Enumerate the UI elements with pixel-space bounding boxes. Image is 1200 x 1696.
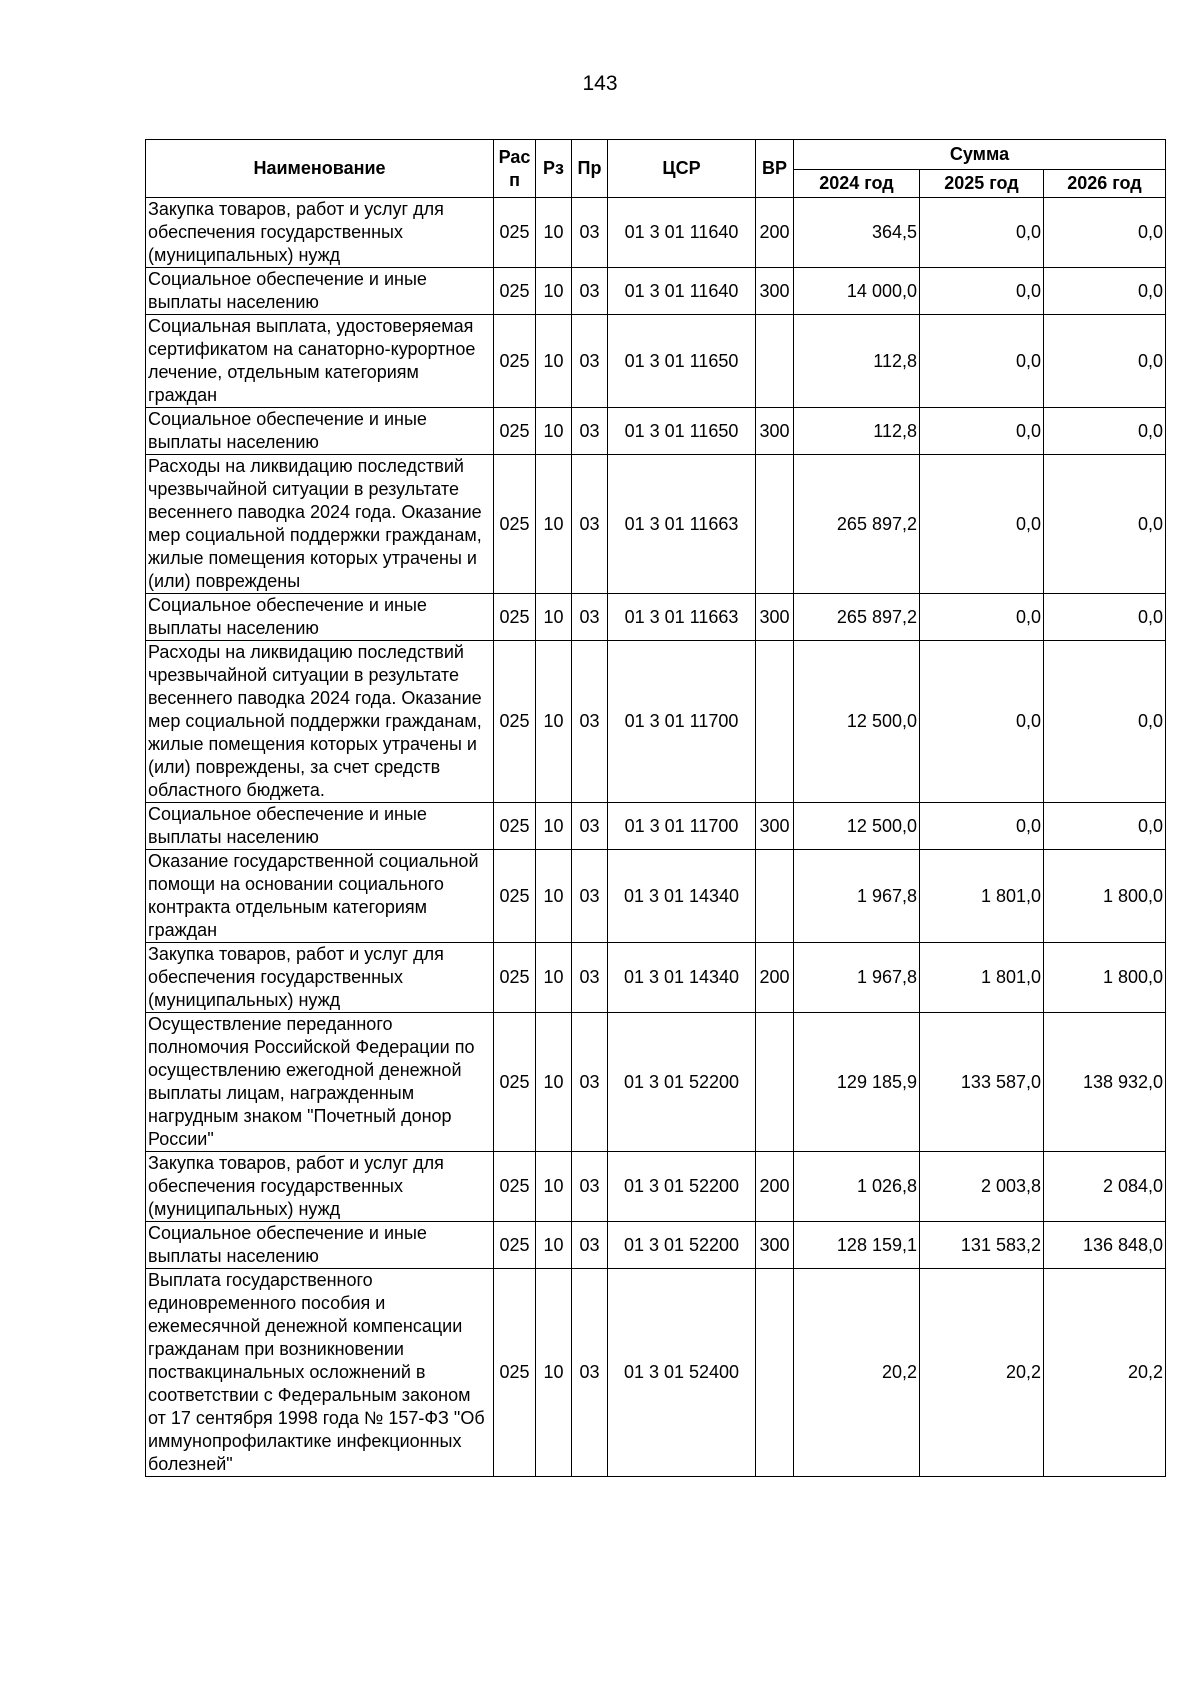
row-name: Расходы на ликвидацию последствий чрезвычайной ситуации в результате весеннего паводка 2024 года. Оказание мер социальной поддержки гражданам, жилые помещения которых утрачены и (или) повреждены, за счет средств областного бюджета. bbox=[146, 641, 494, 803]
row-vr bbox=[756, 1269, 794, 1477]
row-vr bbox=[756, 315, 794, 408]
row-csr: 01 3 01 52400 bbox=[608, 1269, 756, 1477]
row-rasp: 025 bbox=[494, 594, 536, 641]
row-pr: 03 bbox=[572, 850, 608, 943]
row-sum-2026: 0,0 bbox=[1044, 315, 1166, 408]
row-vr: 200 bbox=[756, 1152, 794, 1222]
row-pr: 03 bbox=[572, 268, 608, 315]
row-name: Осуществление переданного полномочия Российской Федерации по осуществлению ежегодной денежной выплаты лицам, награжденным нагрудным знаком "Почетный донор России" bbox=[146, 1013, 494, 1152]
row-sum-2025: 0,0 bbox=[920, 408, 1044, 455]
table-header bbox=[146, 140, 1166, 198]
row-sum-2026: 0,0 bbox=[1044, 594, 1166, 641]
row-pr: 03 bbox=[572, 943, 608, 1013]
row-rasp: 025 bbox=[494, 1152, 536, 1222]
row-rz: 10 bbox=[536, 803, 572, 850]
row-sum-2025: 0,0 bbox=[920, 315, 1044, 408]
row-vr: 300 bbox=[756, 594, 794, 641]
row-name: Социальное обеспечение и иные выплаты населению bbox=[146, 803, 494, 850]
table-row bbox=[146, 455, 1166, 594]
row-vr: 300 bbox=[756, 1222, 794, 1269]
header-rasp: Рас п bbox=[494, 140, 536, 198]
row-sum-2026: 0,0 bbox=[1044, 455, 1166, 594]
row-sum-2025: 1 801,0 bbox=[920, 850, 1044, 943]
row-csr: 01 3 01 11650 bbox=[608, 408, 756, 455]
header-2026: 2026 год bbox=[1044, 170, 1166, 198]
row-sum-2025: 0,0 bbox=[920, 198, 1044, 268]
row-csr: 01 3 01 11640 bbox=[608, 198, 756, 268]
table-row bbox=[146, 594, 1166, 641]
row-sum-2024: 14 000,0 bbox=[794, 268, 920, 315]
row-sum-2026: 136 848,0 bbox=[1044, 1222, 1166, 1269]
row-sum-2024: 1 967,8 bbox=[794, 850, 920, 943]
row-vr bbox=[756, 641, 794, 803]
header-csr: ЦСР bbox=[608, 140, 756, 198]
row-sum-2026: 1 800,0 bbox=[1044, 943, 1166, 1013]
table-row bbox=[146, 1013, 1166, 1152]
row-sum-2025: 0,0 bbox=[920, 803, 1044, 850]
row-rasp: 025 bbox=[494, 943, 536, 1013]
row-csr: 01 3 01 11700 bbox=[608, 641, 756, 803]
row-sum-2026: 0,0 bbox=[1044, 803, 1166, 850]
row-sum-2026: 1 800,0 bbox=[1044, 850, 1166, 943]
row-sum-2024: 12 500,0 bbox=[794, 803, 920, 850]
row-name: Закупка товаров, работ и услуг для обеспечения государственных (муниципальных) нужд bbox=[146, 943, 494, 1013]
row-rasp: 025 bbox=[494, 315, 536, 408]
table-row bbox=[146, 850, 1166, 943]
table-row bbox=[146, 315, 1166, 408]
row-sum-2024: 1 026,8 bbox=[794, 1152, 920, 1222]
budget-table bbox=[145, 139, 1166, 1477]
row-rasp: 025 bbox=[494, 198, 536, 268]
row-rz: 10 bbox=[536, 268, 572, 315]
row-sum-2026: 0,0 bbox=[1044, 268, 1166, 315]
row-vr: 300 bbox=[756, 268, 794, 315]
row-pr: 03 bbox=[572, 315, 608, 408]
page-number: 143 bbox=[582, 72, 618, 95]
row-sum-2024: 112,8 bbox=[794, 408, 920, 455]
table-row bbox=[146, 198, 1166, 268]
row-csr: 01 3 01 52200 bbox=[608, 1222, 756, 1269]
row-name: Социальная выплата, удостоверяемая сертификатом на санаторно-курортное лечение, отдельным категориям граждан bbox=[146, 315, 494, 408]
header-summa: Сумма bbox=[794, 140, 1166, 170]
row-vr bbox=[756, 455, 794, 594]
row-name: Расходы на ликвидацию последствий чрезвычайной ситуации в результате весеннего паводка 2024 года. Оказание мер социальной поддержки гражданам, жилые помещения которых утрачены и (или) повреждены bbox=[146, 455, 494, 594]
row-sum-2025: 1 801,0 bbox=[920, 943, 1044, 1013]
row-csr: 01 3 01 14340 bbox=[608, 850, 756, 943]
table-row bbox=[146, 1222, 1166, 1269]
row-sum-2026: 0,0 bbox=[1044, 408, 1166, 455]
row-pr: 03 bbox=[572, 594, 608, 641]
header-vr: ВР bbox=[756, 140, 794, 198]
row-rasp: 025 bbox=[494, 850, 536, 943]
row-rz: 10 bbox=[536, 1152, 572, 1222]
row-rasp: 025 bbox=[494, 803, 536, 850]
row-sum-2025: 133 587,0 bbox=[920, 1013, 1044, 1152]
row-rasp: 025 bbox=[494, 641, 536, 803]
row-rz: 10 bbox=[536, 315, 572, 408]
row-sum-2026: 0,0 bbox=[1044, 198, 1166, 268]
row-vr: 200 bbox=[756, 943, 794, 1013]
row-sum-2026: 0,0 bbox=[1044, 641, 1166, 803]
row-rasp: 025 bbox=[494, 408, 536, 455]
row-vr: 300 bbox=[756, 408, 794, 455]
row-rasp: 025 bbox=[494, 1013, 536, 1152]
header-name: Наименование bbox=[146, 140, 494, 198]
row-name: Социальное обеспечение и иные выплаты населению bbox=[146, 1222, 494, 1269]
row-csr: 01 3 01 52200 bbox=[608, 1152, 756, 1222]
row-sum-2024: 1 967,8 bbox=[794, 943, 920, 1013]
row-rz: 10 bbox=[536, 1269, 572, 1477]
row-sum-2024: 112,8 bbox=[794, 315, 920, 408]
row-sum-2024: 20,2 bbox=[794, 1269, 920, 1477]
row-sum-2025: 20,2 bbox=[920, 1269, 1044, 1477]
table-row bbox=[146, 1152, 1166, 1222]
row-name: Выплата государственного единовременного пособия и ежемесячной денежной компенсации гражданам при возникновении поствакцинальных осложнений в соответствии с Федеральным законом от 17 сентября 1998 года № 157-ФЗ "Об иммунопрофилактике инфекционных болезней" bbox=[146, 1269, 494, 1477]
table-body bbox=[146, 198, 1166, 1477]
row-pr: 03 bbox=[572, 803, 608, 850]
table-row bbox=[146, 1269, 1166, 1477]
row-rasp: 025 bbox=[494, 268, 536, 315]
header-pr: Пр bbox=[572, 140, 608, 198]
row-csr: 01 3 01 11663 bbox=[608, 455, 756, 594]
row-sum-2025: 0,0 bbox=[920, 594, 1044, 641]
row-sum-2025: 0,0 bbox=[920, 268, 1044, 315]
row-rasp: 025 bbox=[494, 1269, 536, 1477]
row-name: Закупка товаров, работ и услуг для обеспечения государственных (муниципальных) нужд bbox=[146, 198, 494, 268]
row-csr: 01 3 01 11663 bbox=[608, 594, 756, 641]
row-rz: 10 bbox=[536, 641, 572, 803]
row-vr: 300 bbox=[756, 803, 794, 850]
row-name: Социальное обеспечение и иные выплаты населению bbox=[146, 408, 494, 455]
row-rz: 10 bbox=[536, 1222, 572, 1269]
row-vr: 200 bbox=[756, 198, 794, 268]
row-pr: 03 bbox=[572, 641, 608, 803]
row-csr: 01 3 01 11650 bbox=[608, 315, 756, 408]
row-pr: 03 bbox=[572, 1222, 608, 1269]
table-row bbox=[146, 943, 1166, 1013]
row-pr: 03 bbox=[572, 1269, 608, 1477]
header-2025: 2025 год bbox=[920, 170, 1044, 198]
row-sum-2024: 128 159,1 bbox=[794, 1222, 920, 1269]
row-rz: 10 bbox=[536, 408, 572, 455]
table-row bbox=[146, 641, 1166, 803]
header-rz: Рз bbox=[536, 140, 572, 198]
row-name: Социальное обеспечение и иные выплаты населению bbox=[146, 268, 494, 315]
header-2024: 2024 год bbox=[794, 170, 920, 198]
table-row bbox=[146, 408, 1166, 455]
row-sum-2025: 2 003,8 bbox=[920, 1152, 1044, 1222]
row-sum-2025: 131 583,2 bbox=[920, 1222, 1044, 1269]
row-rz: 10 bbox=[536, 850, 572, 943]
row-pr: 03 bbox=[572, 455, 608, 594]
row-csr: 01 3 01 11700 bbox=[608, 803, 756, 850]
row-rasp: 025 bbox=[494, 455, 536, 594]
table-row bbox=[146, 268, 1166, 315]
row-sum-2026: 138 932,0 bbox=[1044, 1013, 1166, 1152]
row-name: Закупка товаров, работ и услуг для обеспечения государственных (муниципальных) нужд bbox=[146, 1152, 494, 1222]
row-csr: 01 3 01 11640 bbox=[608, 268, 756, 315]
row-rz: 10 bbox=[536, 594, 572, 641]
row-rasp: 025 bbox=[494, 1222, 536, 1269]
row-rz: 10 bbox=[536, 1013, 572, 1152]
row-sum-2024: 129 185,9 bbox=[794, 1013, 920, 1152]
row-sum-2024: 265 897,2 bbox=[794, 455, 920, 594]
row-csr: 01 3 01 52200 bbox=[608, 1013, 756, 1152]
row-pr: 03 bbox=[572, 1152, 608, 1222]
row-pr: 03 bbox=[572, 1013, 608, 1152]
row-rz: 10 bbox=[536, 198, 572, 268]
row-name: Социальное обеспечение и иные выплаты населению bbox=[146, 594, 494, 641]
row-rz: 10 bbox=[536, 943, 572, 1013]
table-row bbox=[146, 803, 1166, 850]
row-sum-2024: 364,5 bbox=[794, 198, 920, 268]
row-pr: 03 bbox=[572, 198, 608, 268]
row-rz: 10 bbox=[536, 455, 572, 594]
row-sum-2025: 0,0 bbox=[920, 455, 1044, 594]
row-vr bbox=[756, 1013, 794, 1152]
row-vr bbox=[756, 850, 794, 943]
row-sum-2024: 265 897,2 bbox=[794, 594, 920, 641]
row-sum-2025: 0,0 bbox=[920, 641, 1044, 803]
row-sum-2026: 2 084,0 bbox=[1044, 1152, 1166, 1222]
row-csr: 01 3 01 14340 bbox=[608, 943, 756, 1013]
row-pr: 03 bbox=[572, 408, 608, 455]
row-name: Оказание государственной социальной помощи на основании социального контракта отдельным категориям граждан bbox=[146, 850, 494, 943]
row-sum-2026: 20,2 bbox=[1044, 1269, 1166, 1477]
row-sum-2024: 12 500,0 bbox=[794, 641, 920, 803]
